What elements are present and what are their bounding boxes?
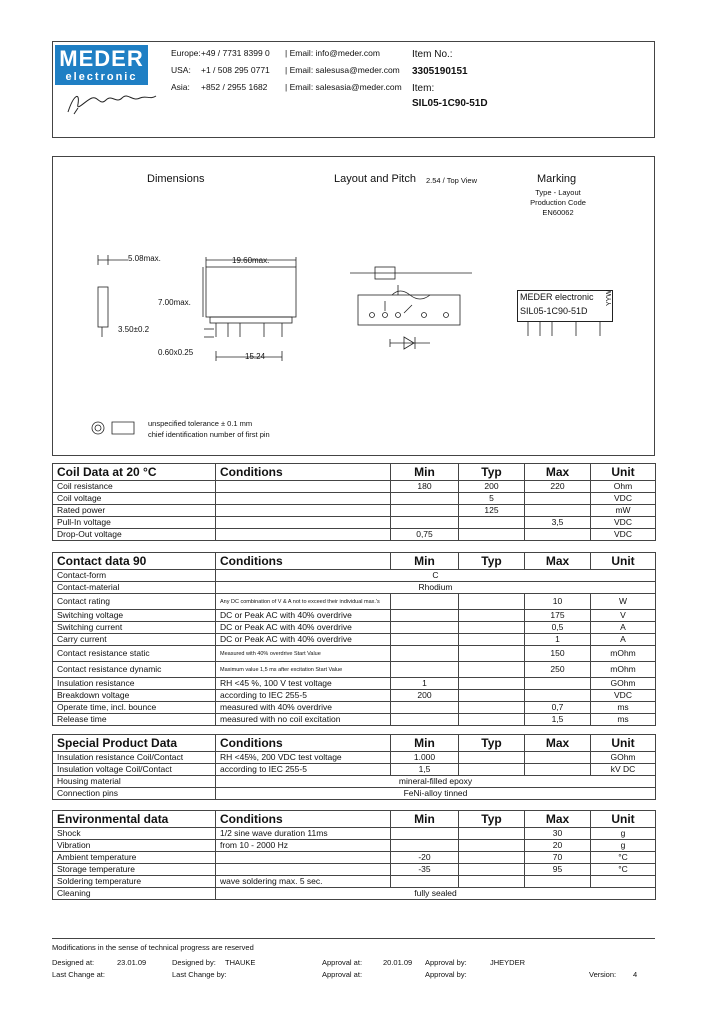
param-typ: 200 xyxy=(459,481,525,493)
param-max xyxy=(525,505,591,517)
param-max: 30 xyxy=(525,828,591,840)
header-cell: Max xyxy=(525,553,591,570)
header-cell: Typ xyxy=(459,553,525,570)
layout-subtitle: 2.54 / Top View xyxy=(426,176,478,185)
param-max: 1 xyxy=(525,634,591,646)
designed-at-label: Designed at: xyxy=(52,958,95,967)
modification-note: Modifications in the sense of technical progress are reserved xyxy=(52,943,254,952)
logo-line1: MEDER xyxy=(59,46,144,71)
header-cell: Typ xyxy=(459,464,525,481)
item-no-label: Item No.: xyxy=(412,49,453,60)
contact-email: | Email: salesusa@meder.com xyxy=(285,65,400,75)
param-unit: A xyxy=(591,622,656,634)
param-name: Rated power xyxy=(53,505,216,517)
param-min xyxy=(391,634,459,646)
param-max: 0,5 xyxy=(525,622,591,634)
param-unit: mOhm xyxy=(591,662,656,678)
param-name: Contact rating xyxy=(53,594,216,610)
table-row xyxy=(53,594,656,610)
pin-id-note: chief identification number of first pin xyxy=(148,430,270,439)
header-cell: Max xyxy=(525,735,591,752)
item-no-value: 3305190151 xyxy=(412,66,468,77)
param-min xyxy=(391,876,459,888)
designed-by-value: THAUKE xyxy=(225,958,256,967)
param-cond: wave soldering max. 5 sec. xyxy=(216,876,391,888)
marking-line: Production Code xyxy=(530,198,586,207)
param-unit: °C xyxy=(591,852,656,864)
item-value: SIL05-1C90-51D xyxy=(412,98,488,109)
marking-box-line1: MEDER electronic xyxy=(520,292,594,302)
header-cell: Min xyxy=(391,735,459,752)
param-typ xyxy=(459,876,525,888)
marking-line: Type - Layout xyxy=(535,188,581,197)
param-max xyxy=(525,493,591,505)
table-row xyxy=(53,876,656,888)
table-row xyxy=(53,714,656,726)
dim-label: 5.08max. xyxy=(128,254,161,263)
marking-title: Marking xyxy=(537,173,577,185)
param-name: Insulation voltage Coil/Contact xyxy=(53,764,216,776)
approval-by-value: JHEYDER xyxy=(490,958,526,967)
param-cond: measured with no coil excitation xyxy=(216,714,391,726)
header-cell: Environmental data xyxy=(53,811,216,828)
header-cell: Min xyxy=(391,811,459,828)
param-unit: g xyxy=(591,828,656,840)
param-unit: g xyxy=(591,840,656,852)
param-cond: RH <45 %, 100 V test voltage xyxy=(216,678,391,690)
param-name: Switching voltage xyxy=(53,610,216,622)
param-max: 70 xyxy=(525,852,591,864)
param-name: Operate time, incl. bounce xyxy=(53,702,216,714)
param-cond: measured with 40% overdrive xyxy=(216,702,391,714)
table-row xyxy=(53,852,656,864)
table-row xyxy=(53,570,656,582)
contact-phone: +49 / 7731 8399 0 xyxy=(201,48,270,58)
param-max: 3,5 xyxy=(525,517,591,529)
logo-line2: electronic xyxy=(65,71,138,83)
contact-phone: +852 / 2955 1682 xyxy=(201,82,268,92)
contact-email: | Email: salesasia@meder.com xyxy=(285,82,402,92)
param-max: 250 xyxy=(525,662,591,678)
table-row xyxy=(53,840,656,852)
param-max: 175 xyxy=(525,610,591,622)
param-max xyxy=(525,752,591,764)
param-name: Contact resistance dynamic xyxy=(53,662,216,678)
param-typ xyxy=(459,646,525,662)
table-row xyxy=(53,582,656,594)
marking-line: EN60062 xyxy=(542,208,574,217)
header-cell: Max xyxy=(525,811,591,828)
param-max xyxy=(525,764,591,776)
param-min xyxy=(391,840,459,852)
table-row xyxy=(53,610,656,622)
param-max: 20 xyxy=(525,840,591,852)
table-row xyxy=(53,646,656,662)
param-typ xyxy=(459,828,525,840)
param-cond xyxy=(216,481,391,493)
contact-email: | Email: info@meder.com xyxy=(285,48,380,58)
param-min xyxy=(391,493,459,505)
param-unit: GOhm xyxy=(591,752,656,764)
header-cell: Min xyxy=(391,553,459,570)
table-header-row xyxy=(53,735,656,752)
environmental-table xyxy=(52,810,656,900)
param-span-value: FeNi-alloy tinned xyxy=(216,788,656,800)
table-row xyxy=(53,622,656,634)
param-typ xyxy=(459,634,525,646)
param-typ: 5 xyxy=(459,493,525,505)
marking-lines xyxy=(528,188,588,218)
param-name: Pull-In voltage xyxy=(53,517,216,529)
param-unit: °C xyxy=(591,864,656,876)
param-min xyxy=(391,828,459,840)
param-min: 1,5 xyxy=(391,764,459,776)
dim-label: 15.24 xyxy=(245,352,266,361)
param-min: 200 xyxy=(391,690,459,702)
item-label: Item: xyxy=(412,83,435,94)
param-name: Insulation resistance Coil/Contact xyxy=(53,752,216,764)
contact-data-table xyxy=(52,552,656,726)
table-row xyxy=(53,678,656,690)
table-row xyxy=(53,529,656,541)
param-name: Soldering temperature xyxy=(53,876,216,888)
header-cell: Unit xyxy=(591,553,656,570)
param-name: Switching current xyxy=(53,622,216,634)
param-span-value: mineral-filled epoxy xyxy=(216,776,656,788)
param-max: 220 xyxy=(525,481,591,493)
param-min xyxy=(391,646,459,662)
param-typ xyxy=(459,662,525,678)
param-name: Ambient temperature xyxy=(53,852,216,864)
param-unit: mW xyxy=(591,505,656,517)
param-span-value: Rhodium xyxy=(216,582,656,594)
param-typ xyxy=(459,764,525,776)
param-min xyxy=(391,505,459,517)
param-typ xyxy=(459,610,525,622)
param-cond xyxy=(216,517,391,529)
param-name: Drop-Out voltage xyxy=(53,529,216,541)
param-unit: kV DC xyxy=(591,764,656,776)
param-max: 1,5 xyxy=(525,714,591,726)
param-typ xyxy=(459,622,525,634)
marking-box-line2: SIL05-1C90-51D xyxy=(520,306,588,316)
param-cond: DC or Peak AC with 40% overdrive xyxy=(216,622,391,634)
param-cond: Measured with 40% overdrive Start Value xyxy=(216,646,391,662)
tolerance-symbol-icon xyxy=(90,418,138,438)
header-cell: Contact data 90 xyxy=(53,553,216,570)
param-name: Connection pins xyxy=(53,788,216,800)
param-cond xyxy=(216,864,391,876)
table-row xyxy=(53,828,656,840)
table-row xyxy=(53,752,656,764)
designed-by-label: Designed by: xyxy=(172,958,216,967)
coil-data-table xyxy=(52,463,656,541)
header-cell: Conditions xyxy=(216,811,391,828)
param-name: Contact-material xyxy=(53,582,216,594)
param-unit: VDC xyxy=(591,517,656,529)
last-change-at-label: Last Change at: xyxy=(52,970,105,979)
param-min xyxy=(391,594,459,610)
param-min: 1.000 xyxy=(391,752,459,764)
version-value: 4 xyxy=(633,970,638,979)
param-unit: ms xyxy=(591,714,656,726)
header-cell: Conditions xyxy=(216,464,391,481)
param-typ xyxy=(459,594,525,610)
table-row xyxy=(53,493,656,505)
header-cell: Unit xyxy=(591,464,656,481)
table-row xyxy=(53,634,656,646)
last-change-by-label: Last Change by: xyxy=(172,970,227,979)
table-header-row xyxy=(53,553,656,570)
param-name: Vibration xyxy=(53,840,216,852)
layout-title: Layout and Pitch xyxy=(334,173,416,185)
header-cell: Unit xyxy=(591,811,656,828)
dim-label: 7.00max. xyxy=(158,298,191,307)
tolerance-note: unspecified tolerance ± 0.1 mm xyxy=(148,419,253,428)
contact-region: USA: xyxy=(171,65,191,75)
table-row xyxy=(53,481,656,493)
param-min: -20 xyxy=(391,852,459,864)
dimensions-title: Dimensions xyxy=(147,173,205,185)
param-typ xyxy=(459,714,525,726)
dim-label: 3.50±0.2 xyxy=(118,325,150,334)
table-row xyxy=(53,690,656,702)
table-row xyxy=(53,788,656,800)
param-cond: from 10 - 2000 Hz xyxy=(216,840,391,852)
param-unit: ms xyxy=(591,702,656,714)
header-cell: Unit xyxy=(591,735,656,752)
param-name: Release time xyxy=(53,714,216,726)
param-typ xyxy=(459,529,525,541)
header-cell: Conditions xyxy=(216,553,391,570)
param-cond: DC or Peak AC with 40% overdrive xyxy=(216,634,391,646)
param-min: 0,75 xyxy=(391,529,459,541)
param-max xyxy=(525,876,591,888)
contact-phone: +1 / 508 295 0771 xyxy=(201,65,270,75)
param-max: 150 xyxy=(525,646,591,662)
param-span-value: C xyxy=(216,570,656,582)
param-cond xyxy=(216,493,391,505)
param-name: Breakdown voltage xyxy=(53,690,216,702)
param-name: Coil voltage xyxy=(53,493,216,505)
param-typ xyxy=(459,517,525,529)
table-row xyxy=(53,864,656,876)
slogan-signature-icon xyxy=(60,86,160,120)
param-max: 0,7 xyxy=(525,702,591,714)
marking-box-code: YYW xyxy=(606,290,613,306)
contact-region: Europe: xyxy=(171,48,201,58)
param-typ xyxy=(459,752,525,764)
header-cell: Coil Data at 20 °C xyxy=(53,464,216,481)
param-unit: Ohm xyxy=(591,481,656,493)
table-row xyxy=(53,776,656,788)
approval-by-label: Approval by: xyxy=(425,958,467,967)
table-row xyxy=(53,764,656,776)
last-approval-at-label: Approval at: xyxy=(322,970,363,979)
contact-region: Asia: xyxy=(171,82,190,92)
meder-logo xyxy=(55,45,148,85)
param-typ xyxy=(459,690,525,702)
param-unit xyxy=(591,876,656,888)
param-typ xyxy=(459,840,525,852)
param-cond: Maximum value 1,5 ms after excitation Start Value xyxy=(216,662,391,678)
header-cell: Max xyxy=(525,464,591,481)
param-name: Carry current xyxy=(53,634,216,646)
param-unit: A xyxy=(591,634,656,646)
header-cell: Special Product Data xyxy=(53,735,216,752)
dim-label: 0.60x0.25 xyxy=(158,348,194,357)
param-min xyxy=(391,622,459,634)
param-unit: VDC xyxy=(591,493,656,505)
param-name: Cleaning xyxy=(53,888,216,900)
header-cell: Typ xyxy=(459,735,525,752)
table-row xyxy=(53,662,656,678)
version-label: Version: xyxy=(589,970,617,979)
table-row xyxy=(53,505,656,517)
param-name: Shock xyxy=(53,828,216,840)
param-cond xyxy=(216,529,391,541)
approval-at-label: Approval at: xyxy=(322,958,363,967)
table-row xyxy=(53,702,656,714)
param-unit: GOhm xyxy=(591,678,656,690)
special-product-table xyxy=(52,734,656,800)
param-typ xyxy=(459,702,525,714)
pin-layout-drawing xyxy=(350,265,475,360)
param-cond: DC or Peak AC with 40% overdrive xyxy=(216,610,391,622)
param-min: 180 xyxy=(391,481,459,493)
param-min xyxy=(391,517,459,529)
table-row xyxy=(53,888,656,900)
param-cond xyxy=(216,505,391,517)
param-max xyxy=(525,690,591,702)
footer-divider xyxy=(52,938,655,939)
param-min: -35 xyxy=(391,864,459,876)
header-cell: Typ xyxy=(459,811,525,828)
param-name: Insulation resistance xyxy=(53,678,216,690)
table-row xyxy=(53,517,656,529)
param-typ xyxy=(459,678,525,690)
param-min xyxy=(391,714,459,726)
param-cond: 1/2 sine wave duration 11ms xyxy=(216,828,391,840)
param-min xyxy=(391,662,459,678)
param-name: Contact-form xyxy=(53,570,216,582)
param-cond: according to IEC 255-5 xyxy=(216,764,391,776)
param-cond: Any DC combination of V & A not to exceed their individual max.'s xyxy=(216,594,391,610)
param-max: 10 xyxy=(525,594,591,610)
table-header-row xyxy=(53,464,656,481)
param-unit: mOhm xyxy=(591,646,656,662)
param-unit: VDC xyxy=(591,690,656,702)
param-min: 1 xyxy=(391,678,459,690)
param-min xyxy=(391,610,459,622)
param-name: Housing material xyxy=(53,776,216,788)
param-typ xyxy=(459,864,525,876)
param-typ: 125 xyxy=(459,505,525,517)
last-approval-by-label: Approval by: xyxy=(425,970,467,979)
param-cond: RH <45%, 200 VDC test voltage xyxy=(216,752,391,764)
param-cond xyxy=(216,852,391,864)
param-min xyxy=(391,702,459,714)
param-unit: V xyxy=(591,610,656,622)
param-name: Coil resistance xyxy=(53,481,216,493)
param-max xyxy=(525,678,591,690)
param-name: Storage temperature xyxy=(53,864,216,876)
param-cond: according to IEC 255-5 xyxy=(216,690,391,702)
param-unit: W xyxy=(591,594,656,610)
designed-at-value: 23.01.09 xyxy=(117,958,147,967)
param-unit: VDC xyxy=(591,529,656,541)
header-cell: Min xyxy=(391,464,459,481)
param-name: Contact resistance static xyxy=(53,646,216,662)
approval-at-value: 20.01.09 xyxy=(383,958,413,967)
marking-pins xyxy=(520,322,610,340)
dim-label: 19.60max. xyxy=(232,256,270,265)
param-max xyxy=(525,529,591,541)
param-span-value: fully sealed xyxy=(216,888,656,900)
param-typ xyxy=(459,852,525,864)
table-header-row xyxy=(53,811,656,828)
dimension-drawing xyxy=(88,245,308,365)
header-cell: Conditions xyxy=(216,735,391,752)
param-max: 95 xyxy=(525,864,591,876)
